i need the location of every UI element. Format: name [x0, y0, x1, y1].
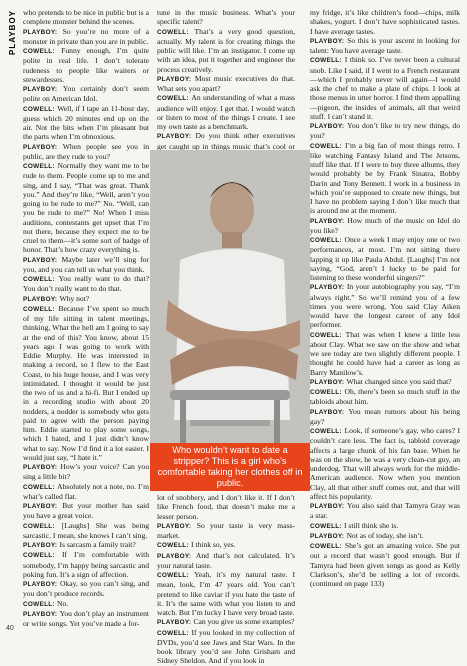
- speaker-label: COWELL:: [23, 105, 58, 113]
- interview-paragraph: [23, 27, 149, 47]
- interview-paragraph: [310, 426, 460, 501]
- interview-paragraph: [23, 294, 149, 304]
- paragraph-text: my fridge, it’s like children’s food—chips, milk shakes, yogurt. I don’t have sophisticated tastes. I have average tastes.: [310, 8, 460, 36]
- speaker-label: PLAYBOY:: [23, 143, 63, 151]
- paragraph-text: Normally they want me to be rude to them. People come up to me and sing, and I say, “That was great. Thank you.” And they’re like, “Well, aren’t you going to be rude to me?” No. “Well, can you be rude to me?” No! When I miss auditions, contestants get upset that I’m not there, because they expect me to be cruel to them—it’s some sort of badge of honor. That’s how crazy everything is.: [23, 161, 149, 255]
- paragraph-text: Do you think other executives get caught up in things music that’s cool or: [157, 131, 296, 151]
- speaker-label: PLAYBOY:: [23, 542, 60, 549]
- interview-paragraph: [23, 104, 149, 142]
- interview-paragraph: [310, 541, 460, 588]
- interview-paragraph: [157, 540, 295, 550]
- speaker-label: PLAYBOY:: [23, 256, 62, 264]
- paragraph-text: She’s got an amazing voice. She put out a record that wasn’t good enough. But if Tamyra had been given songs as good as Kelly Clarkson’s, she’d be selling a lot of records. (continued on page 133): [310, 541, 460, 588]
- speaker-label: COWELL:: [310, 522, 344, 530]
- interview-paragraph: [23, 255, 149, 275]
- speaker-label: PLAYBOY:: [23, 610, 60, 618]
- paragraph-text: Absolutely not a note, no. I’m what’s called flat.: [23, 481, 149, 501]
- interview-paragraph: [157, 570, 295, 617]
- speaker-label: PLAYBOY:: [310, 123, 348, 130]
- interview-paragraph: [23, 46, 149, 84]
- interview-column-2-top: [157, 8, 296, 151]
- paragraph-text: I still think she is.: [344, 520, 399, 530]
- paragraph-text: But your mother has said you have a great voice.: [23, 501, 149, 521]
- paragraph-text: Can you give us some examples?: [193, 617, 295, 627]
- paragraph-text: who pretends to be nice in public but is a complete monster behind the scenes.: [23, 8, 149, 27]
- speaker-label: COWELL:: [23, 163, 58, 170]
- interview-column-2-bottom: [157, 493, 296, 666]
- paragraph-text: So you’re no more of a monster in private than you are in public.: [23, 26, 149, 46]
- speaker-label: COWELL:: [310, 142, 345, 150]
- speaker-label: COWELL:: [157, 572, 195, 579]
- interview-column-1: [23, 8, 149, 628]
- paragraph-text: So this is your ascent in looking for talent: You have average taste.: [310, 35, 460, 55]
- speaker-label: COWELL:: [310, 389, 345, 396]
- paragraph-text: Because I’ve spent so much of my life sitting in talent meetings, thinking, What the hell am I going to say at the end of this? You know, about 15 years ago I was going to work with Eddie Murphy. He was interested in making a record, so I flew to the East Coast, to his huge house, and I was very intimidated. I thought it would be just the two of us and a hi-fi. But I ended up in a recording studio with about 20 nodders, a nodder is somebody who gets paid to agree with the person paying him. Eddie started to play some songs, which I hated, and I just didn’t know what to say. Now I’d find it a lot easier. I would just say, “I hate it.”: [23, 303, 149, 462]
- interview-paragraph: [157, 493, 295, 521]
- speaker-label: PLAYBOY:: [310, 217, 348, 225]
- interview-paragraph: [310, 521, 460, 531]
- speaker-label: PLAYBOY:: [157, 75, 195, 83]
- speaker-label: PLAYBOY:: [157, 619, 194, 627]
- interview-paragraph: [23, 8, 149, 27]
- paragraph-text: I think so, yes.: [191, 540, 236, 550]
- interview-paragraph: [310, 282, 460, 329]
- paragraph-text: You mean rumors about his being gay?: [310, 406, 461, 426]
- interview-paragraph: [23, 482, 149, 502]
- speaker-label: COWELL:: [23, 48, 62, 55]
- interview-paragraph: [23, 304, 149, 462]
- interview-paragraph: [23, 579, 149, 599]
- paragraph-text: If you looked in my collection of DVDs, you’d see Jaws and Star Wars. In the book library you’d see John Grisham and Sidney Sheldon. And if you look in: [157, 627, 295, 666]
- page-number: 40: [6, 625, 14, 632]
- paragraph-text: That was when I knew a little less about Clay. What we saw on the show and what we see today are two slightly different people. I thought he could have had a career as long as Barry Manilow’s.: [310, 329, 460, 377]
- paragraph-text: Okay, so you can’t sing, and you don’t produce records.: [23, 579, 149, 599]
- speaker-label: PLAYBOY:: [23, 464, 61, 471]
- speaker-label: COWELL:: [310, 57, 345, 65]
- speaker-label: PLAYBOY:: [310, 284, 347, 292]
- interview-paragraph: [310, 387, 460, 407]
- speaker-label: COWELL:: [157, 28, 195, 36]
- interview-paragraph: [310, 330, 460, 377]
- paragraph-text: You don’t like to try new things, do you?: [310, 121, 460, 141]
- speaker-label: PLAYBOY:: [23, 581, 61, 588]
- interview-paragraph: [310, 407, 460, 427]
- paragraph-text: tune in the music business. What’s your specific talent?: [157, 8, 295, 27]
- paragraph-text: No.: [57, 598, 69, 608]
- speaker-label: PLAYBOY:: [310, 378, 347, 386]
- speaker-label: COWELL:: [157, 629, 192, 637]
- paragraph-text: [Laughs] She was being sarcastic. I mean, she knows I can’t sing.: [23, 520, 149, 540]
- speaker-label: PLAYBOY:: [310, 532, 347, 540]
- paragraph-text: That’s a very good question, actually. My talent is for creating things the public will like. I’m an instigator. I come up with an idea, put it together and engineer the process creatively.: [157, 26, 295, 74]
- speaker-label: COWELL:: [310, 543, 345, 550]
- paragraph-text: You certainly don’t seem polite on American Idol.: [23, 84, 149, 104]
- paragraph-text: Well, if I tape an 11-hour day, guess which 20 minutes end up on the air. Not the bits when I’m pleasant but the parts when I’m obnoxious.: [23, 103, 149, 142]
- speaker-label: COWELL:: [23, 600, 57, 608]
- interview-paragraph: [310, 235, 460, 282]
- interview-paragraph: [157, 551, 295, 571]
- speaker-label: COWELL:: [157, 542, 191, 550]
- paragraph-text: Yeah, it’s my natural taste. I mean, look, I’m 47 years old. You can’t pretend to like caviar if you hate the taste of it. It’s the same with what you listen to and watch. But I’m lucky I have very broad taste.: [157, 570, 295, 617]
- interview-paragraph: [310, 121, 460, 141]
- speaker-label: PLAYBOY:: [23, 295, 60, 303]
- paragraph-text: How much of the music on Idol do you like?: [310, 215, 460, 235]
- speaker-label: COWELL:: [23, 483, 58, 491]
- speaker-label: COWELL:: [23, 552, 63, 560]
- interview-paragraph: [23, 599, 149, 609]
- interview-paragraph: [310, 531, 460, 541]
- interview-paragraph: [157, 617, 295, 627]
- speaker-label: COWELL:: [23, 276, 59, 283]
- paragraph-text: I think so. I’ve never been a cultural snob. Like I said, if I went to a French restaurant—which I probably never will again—I would ask the chef to make a plate of chips. I look at those menus in utter horror. I find them appalling—pigeon, the insides of animals, all that weird stuff. I can’t stand it.: [310, 55, 460, 121]
- interview-paragraph: [310, 377, 460, 387]
- interview-paragraph: [157, 8, 295, 27]
- interview-paragraph: [23, 274, 149, 294]
- paragraph-text: You really want to do that? You don’t really want to do that.: [23, 274, 149, 294]
- paragraph-text: If I’m comfortable with somebody, I’m happy being sarcastic and poking fun. It’s a sign of affection.: [23, 550, 149, 579]
- interview-paragraph: [310, 501, 460, 521]
- speaker-label: COWELL:: [310, 331, 346, 339]
- portrait-illustration: [150, 150, 310, 490]
- speaker-label: PLAYBOY:: [310, 503, 348, 510]
- speaker-label: PLAYBOY:: [157, 552, 196, 560]
- paragraph-text: Look, if someone’s gay, who cares? I couldn’t care less. The fact is, tabloid coverage affects a large chunk of his fan base. When he was on the show, he was a very clean-cut guy, an underdog. That will always work for the middle-American audience. Now when you mention Clay, all that other stuff comes out, and that will affect his popularity.: [310, 426, 460, 501]
- paragraph-text: How’s your voice? Can you sing a little bit?: [23, 462, 149, 482]
- speaker-label: COWELL:: [157, 95, 192, 103]
- paragraph-text: Is sarcasm a family trait?: [59, 540, 136, 549]
- interview-paragraph: [23, 84, 149, 104]
- speaker-label: PLAYBOY:: [310, 408, 349, 416]
- paragraph-text: You don’t play an instrument or write songs. Yet you’ve made a for-: [23, 608, 149, 628]
- speaker-label: PLAYBOY:: [310, 37, 348, 45]
- interview-paragraph: [310, 36, 460, 56]
- paragraph-text: What changed since you said that?: [346, 376, 452, 386]
- interview-paragraph: [23, 550, 149, 579]
- interview-paragraph: [23, 609, 149, 629]
- magazine-brand: PLAYBOY: [8, 10, 17, 55]
- paragraph-text: Maybe later we’ll sing for you, and you can tell us what you think.: [23, 254, 149, 274]
- interview-paragraph: [23, 462, 149, 482]
- paragraph-text: lot of snobbery, and I don’t like it. If I don’t like French food, that doesn’t make me a lesser person.: [157, 493, 295, 521]
- paragraph-text: And that’s not calculated. It’s your natural taste.: [157, 550, 295, 570]
- paragraph-text: Once a week I may enjoy one or two performances, at most. I’m not sitting there lapping it up like Paula Abdul. [Laughs] I’m not saying, “God, aren’t I lucky to be paid for listening to these wonderful singers?”: [310, 235, 460, 282]
- speaker-label: PLAYBOY:: [23, 86, 63, 93]
- paragraph-text: Why not?: [59, 293, 90, 303]
- paragraph-text: So your taste is very mass-market.: [157, 520, 296, 540]
- paragraph-text: Funny enough, I’m quite polite in real life. I don’t tolerate rudeness to people like waiters or stewardesses.: [23, 46, 149, 84]
- interview-paragraph: [157, 74, 295, 94]
- speaker-label: COWELL:: [310, 237, 345, 244]
- interview-paragraph: [23, 161, 149, 255]
- paragraph-text: When people see you in public, are they rude to you?: [23, 141, 150, 161]
- interview-paragraph: [23, 142, 149, 162]
- interview-paragraph: [157, 521, 295, 541]
- paragraph-text: In your autobiography you say, “I’m always right.” So we’ll remind you of a few times you were wrong. You said Clay Aiken would have the longest career of any Idol performer.: [310, 282, 460, 330]
- speaker-label: PLAYBOY:: [23, 28, 63, 36]
- interview-paragraph: [310, 216, 460, 236]
- interview-paragraph: [157, 628, 295, 666]
- interview-paragraph: [310, 141, 460, 216]
- interview-paragraph: [23, 540, 149, 550]
- speaker-label: COWELL:: [23, 522, 62, 530]
- paragraph-text: You also said that Tamyra Gray was a star.: [310, 501, 460, 521]
- speaker-label: COWELL:: [23, 305, 59, 313]
- speaker-label: PLAYBOY:: [157, 522, 197, 530]
- interview-paragraph: [23, 521, 149, 541]
- paragraph-text: I’m a big fan of most things retro. I like watching Fantasy Island and The Jetsons, stuff like that. If I were to buy three albums, they would probably be by Frank Sinatra, Bobby Darin and Tony Bennett. I work in a business in which you’re supposed to create new things, but I have no problem saying I don’t like much that is around me at the moment.: [310, 140, 460, 216]
- interview-paragraph: [310, 8, 460, 36]
- interview-column-3: [310, 8, 460, 636]
- speaker-label: COWELL:: [310, 428, 345, 435]
- interview-paragraph: [310, 55, 460, 121]
- paragraph-text: Most music executives do that. What sets you apart?: [157, 73, 295, 93]
- portrait-photo: [150, 150, 310, 490]
- paragraph-text: An understanding of what a mass audience will enjoy. I get that. I would watch or listen to most of the things I create. I see my own taste as a benchmark.: [157, 93, 295, 131]
- speaker-label: PLAYBOY:: [157, 133, 196, 141]
- paragraph-text: Not as of today, she isn’t.: [346, 530, 424, 540]
- paragraph-text: Oh, there’s been so much stuff in the tabloids about him.: [310, 387, 460, 407]
- interview-paragraph: [157, 27, 295, 74]
- interview-paragraph: [23, 501, 149, 521]
- interview-paragraph: [157, 93, 295, 131]
- pull-quote: Who wouldn’t want to date a stripper? This is a girl who’s comfortable taking her clothes off in public.: [150, 443, 310, 491]
- speaker-label: PLAYBOY:: [23, 503, 63, 510]
